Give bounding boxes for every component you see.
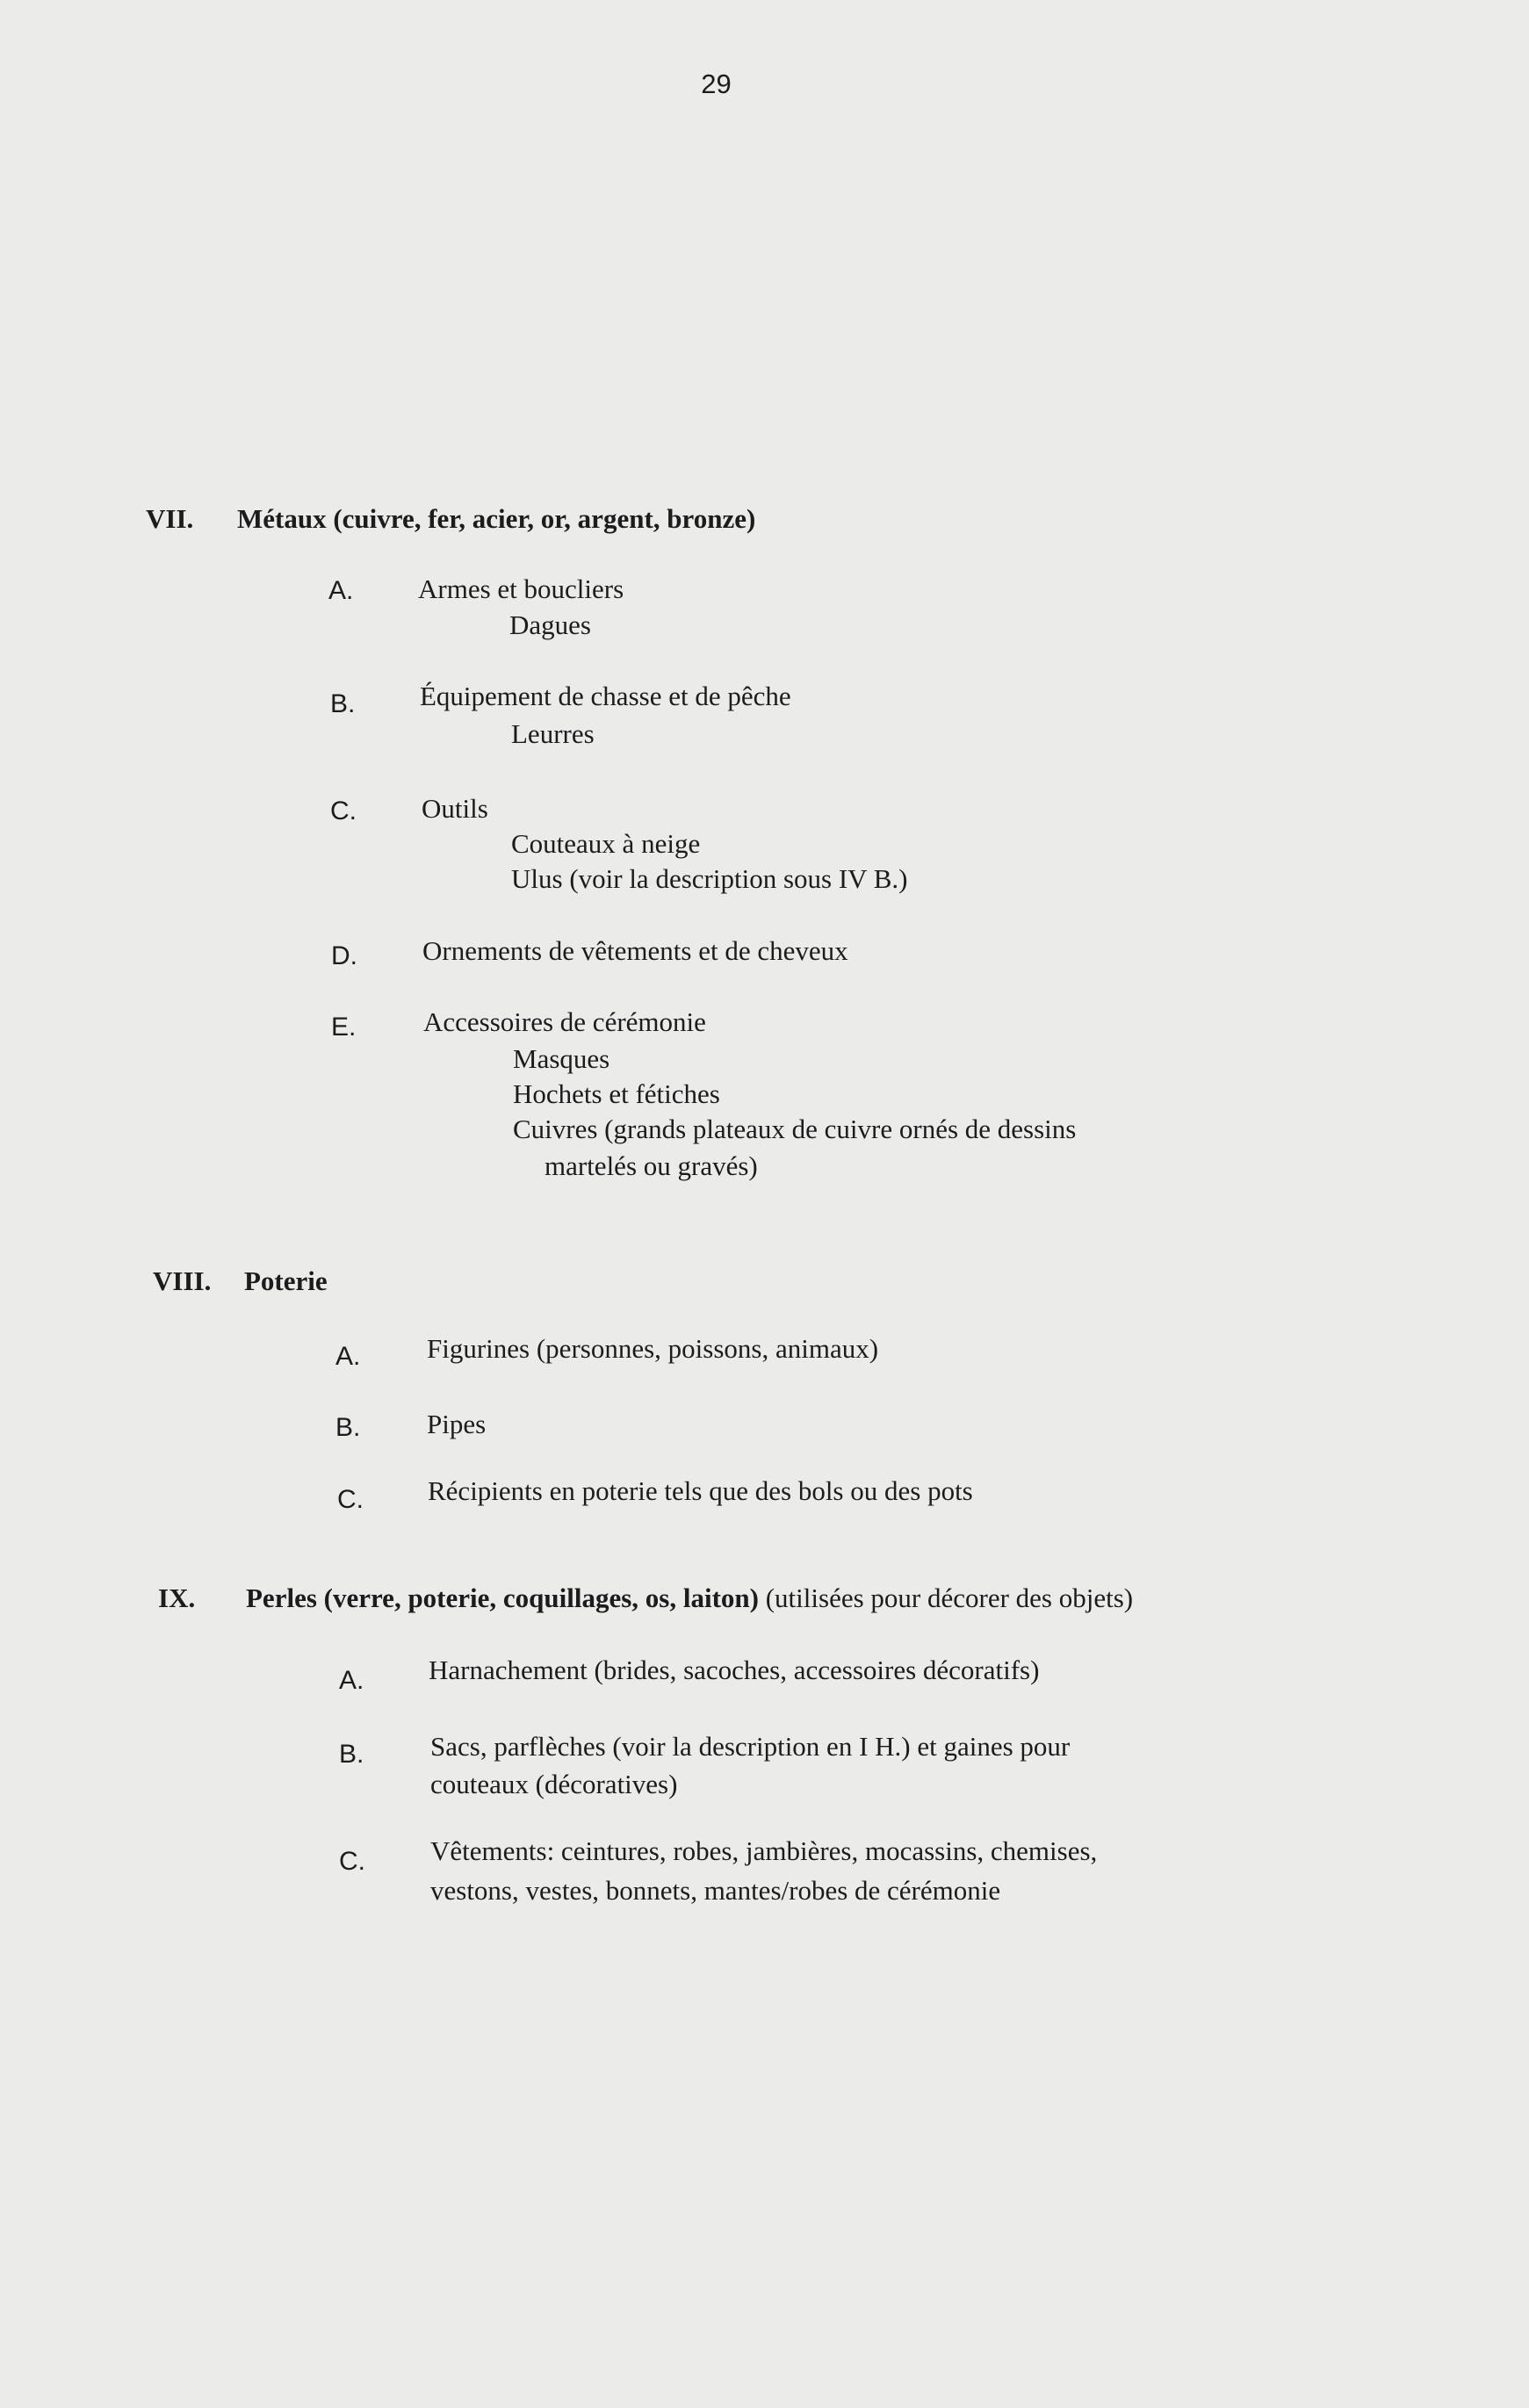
item-label: Équipement de chasse et de pêche [420, 681, 791, 711]
item-label: Récipients en poterie tels que des bols ou des pots [428, 1475, 973, 1506]
item-letter: A. [335, 1342, 361, 1371]
item-letter: C. [330, 797, 357, 825]
item-label: Figurines (personnes, poissons, animaux) [427, 1333, 879, 1364]
item-letter: B. [330, 689, 356, 718]
section-numeral: VIII. [153, 1265, 212, 1296]
item-label: Sacs, parflèches (voir la description en I H.) et gaines pour [430, 1731, 1071, 1762]
sub-item: martelés ou gravés) [545, 1150, 758, 1181]
section-title: Poterie [244, 1265, 328, 1296]
section-title-tail: (utilisées pour décorer des objets) [758, 1583, 1134, 1613]
item-label: Armes et boucliers [418, 573, 624, 604]
sub-item: Leurres [511, 718, 595, 749]
item-label-continued: couteaux (décoratives) [430, 1769, 678, 1799]
item-letter: A. [339, 1666, 364, 1695]
item-label: Vêtements: ceintures, robes, jambières, mocassins, chemises, [430, 1835, 1098, 1866]
section-numeral: VII. [146, 503, 194, 534]
sub-item: Masques [513, 1043, 610, 1074]
section-numeral: IX. [158, 1583, 196, 1613]
section-title: Métaux (cuivre, fer, acier, or, argent, bronze) [237, 503, 756, 534]
sub-item: Hochets et fétiches [513, 1078, 720, 1109]
item-letter: D. [331, 941, 357, 970]
sub-item: Ulus (voir la description sous IV B.) [511, 863, 908, 894]
item-label: Harnachement (brides, sacoches, accessoires décoratifs) [429, 1655, 1040, 1685]
sub-item: Cuivres (grands plateaux de cuivre ornés de dessins [513, 1114, 1077, 1144]
item-label-continued: vestons, vestes, bonnets, mantes/robes de cérémonie [430, 1875, 1001, 1906]
item-label: Ornements de vêtements et de cheveux [422, 935, 848, 966]
sub-item: Couteaux à neige [511, 828, 701, 859]
item-letter: B. [339, 1740, 364, 1769]
item-letter: B. [335, 1413, 361, 1442]
item-letter: A. [328, 576, 354, 605]
item-label: Pipes [427, 1409, 487, 1439]
page-number: 29 [701, 68, 732, 99]
section-heading-vii [146, 503, 755, 535]
section-heading-viii [153, 1265, 328, 1297]
section-title: Perles (verre, poterie, coquillages, os, laiton) [246, 1583, 759, 1613]
item-letter: C. [337, 1485, 364, 1514]
section-heading-ix [158, 1583, 1133, 1614]
item-label: Accessoires de cérémonie [423, 1006, 706, 1037]
item-letter: E. [331, 1013, 357, 1042]
sub-item: Dagues [509, 609, 591, 640]
item-letter: C. [339, 1847, 365, 1876]
item-label: Outils [422, 793, 488, 824]
